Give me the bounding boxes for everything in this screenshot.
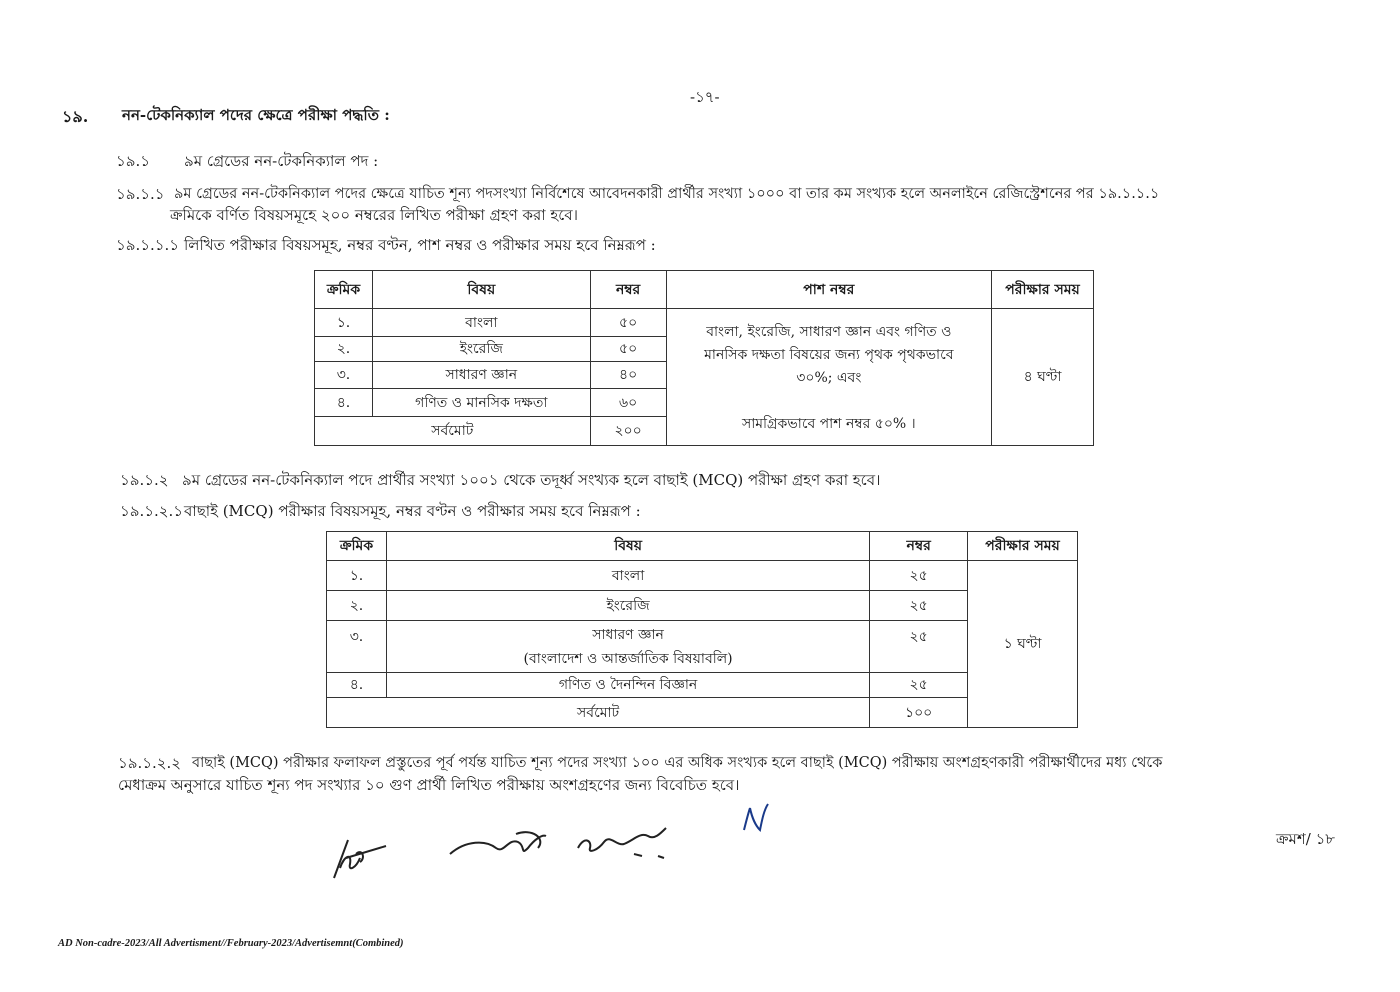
subject-cell: ইংরেজি (386, 591, 869, 621)
serial-cell: ২. (315, 337, 373, 362)
total-marks: ২০০ (590, 417, 666, 446)
table-row (327, 561, 1078, 591)
signature-2 (446, 826, 556, 862)
table-row (315, 309, 1094, 337)
header-marks: নম্বর (590, 271, 666, 309)
clause-text: ৯ম গ্রেডের নন-টেকনিক্যাল পদে প্রার্থীর সংখ্যা ১০০১ থেকে তদূর্ধ্ব সংখ্যক হলে বাছাই (MCQ) পরীক্ষা গ্রহণ করা হবে। (182, 471, 881, 489)
subject-cell: সাধারণ জ্ঞান (372, 362, 590, 389)
clause-number: ১৯.১.২.২ (118, 754, 182, 772)
subject-cell: গণিত ও দৈনন্দিন বিজ্ঞান (386, 673, 869, 698)
clause-text-line1: বাছাই (MCQ) পরীক্ষার ফলাফল প্রস্তুতের পূর্ব পর্যন্ত যাচিত শূন্য পদের সংখ্যা ১০০ এর অধিক সংখ্যক হলে বাছাই (MCQ) পরীক্ষায় অংশগ্রহণকারী পরীক্ষার্থীদের মধ্য থেকে (192, 755, 1163, 771)
serial-cell: ৩. (327, 621, 387, 673)
signature-1 (326, 828, 396, 884)
exam-time-cell: ১ ঘণ্টা (968, 561, 1078, 728)
serial-cell: ৪. (327, 673, 387, 698)
pass-line: বাংলা, ইংরেজি, সাধারণ জ্ঞান এবং গণিত ও (706, 323, 952, 340)
subject-line: সাধারণ জ্ঞান (592, 626, 664, 643)
exam-time-cell: ৪ ঘণ্টা (992, 309, 1094, 446)
header-subject: বিষয় (386, 532, 869, 561)
clause-number: ১৯.১.২ (120, 471, 169, 489)
subject-cell: বাংলা (372, 309, 590, 337)
clause-number: ১৯.১.২.১ (120, 502, 183, 520)
clause-text: লিখিত পরীক্ষার বিষয়সমূহ, নম্বর বণ্টন, পাশ নম্বর ও পরীক্ষার সময় হবে নিম্নরূপ : (184, 236, 656, 254)
marks-cell: ২৫ (870, 673, 968, 698)
clause-text-line1: ৯ম গ্রেডের নন-টেকনিক্যাল পদের ক্ষেত্রে যাচিত শূন্য পদসংখ্যা নির্বিশেষে আবেদনকারী প্রার্থীর সংখ্যা ১০০০ বা তার কম সংখ্যক হলে অনলাইনে রেজিস্ট্রেশনের পর ১৯.১.১.১ (174, 186, 1160, 202)
marks-cell: ২৫ (870, 561, 968, 591)
clause-text-line2: মেধাক্রম অনুসারে যাচিত শূন্য পদ সংখ্যার ১০ গুণ প্রার্থী লিখিত পরীক্ষায় অংশগ্রহণের জন্য বিবেচিত হবে। (118, 776, 740, 794)
table-row (327, 591, 1078, 621)
written-exam-table (314, 270, 1094, 446)
signature-3 (574, 818, 684, 862)
marks-cell: ৪০ (590, 362, 666, 389)
footer-path: AD Non-cadre-2023/All Advertisment//February-2023/Advertisemnt(Combined) (58, 938, 404, 949)
serial-cell: ২. (327, 591, 387, 621)
subject-cell (386, 621, 869, 673)
section-number: ১৯. (62, 107, 89, 126)
pass-line: মানসিক দক্ষতা বিষয়ের জন্য পৃথক পৃথকভাবে (704, 346, 954, 363)
continued-label: ক্রমশ/ ১৮ (1276, 830, 1336, 848)
clause-text: বাছাই (MCQ) পরীক্ষার বিষয়সমূহ, নম্বর বণ্টন ও পরীক্ষার সময় হবে নিম্নরূপ : (184, 502, 641, 520)
header-exam-time: পরীক্ষার সময় (968, 532, 1078, 561)
header-pass-marks: পাশ নম্বর (666, 271, 992, 309)
total-label: সর্বমোট (327, 698, 870, 728)
serial-cell: ১. (327, 561, 387, 591)
total-label: সর্বমোট (315, 417, 591, 446)
subject-cell: বাংলা (386, 561, 869, 591)
clause-text-line2: ক্রমিকে বর্ণিত বিষয়সমূহে ২০০ নম্বরের লিখিত পরীক্ষা গ্রহণ করা হবে। (170, 206, 579, 224)
serial-cell: ১. (315, 309, 373, 337)
marks-cell: ২৫ (870, 621, 968, 673)
total-marks: ১০০ (870, 698, 968, 728)
subject-subline: (বাংলাদেশ ও আন্তর্জাতিক বিষয়াবলি) (523, 650, 733, 667)
header-subject: বিষয় (372, 271, 590, 309)
subject-cell: গণিত ও মানসিক দক্ষতা (372, 389, 590, 417)
marks-cell: ৬০ (590, 389, 666, 417)
pass-line: সামগ্রিকভাবে পাশ নম্বর ৫০% । (741, 415, 916, 432)
subsection-number: ১৯.১ (116, 152, 150, 170)
mcq-exam-table (326, 531, 1078, 728)
header-exam-time: পরীক্ষার সময় (992, 271, 1094, 309)
clause-number: ১৯.১.১ (116, 185, 165, 203)
table-row (327, 621, 1078, 673)
subsection-title: ৯ম গ্রেডের নন-টেকনিক্যাল পদ : (184, 152, 379, 170)
clause-number: ১৯.১.১.১ (116, 236, 179, 254)
signature-4 (738, 800, 772, 836)
header-serial: ক্রমিক (315, 271, 373, 309)
pass-marks-cell (666, 309, 992, 446)
table-total-row (327, 698, 1078, 728)
table-row (327, 673, 1078, 698)
marks-cell: ৫০ (590, 337, 666, 362)
header-serial: ক্রমিক (327, 532, 387, 561)
section-title: নন-টেকনিক্যাল পদের ক্ষেত্রে পরীক্ষা পদ্ধতি : (122, 106, 390, 124)
marks-cell: ৫০ (590, 309, 666, 337)
marks-cell: ২৫ (870, 591, 968, 621)
pass-line: ৩০%; এবং (796, 369, 862, 386)
serial-cell: ৪. (315, 389, 373, 417)
serial-cell: ৩. (315, 362, 373, 389)
subject-cell: ইংরেজি (372, 337, 590, 362)
page-number: -১৭- (690, 88, 720, 106)
header-marks: নম্বর (870, 532, 968, 561)
